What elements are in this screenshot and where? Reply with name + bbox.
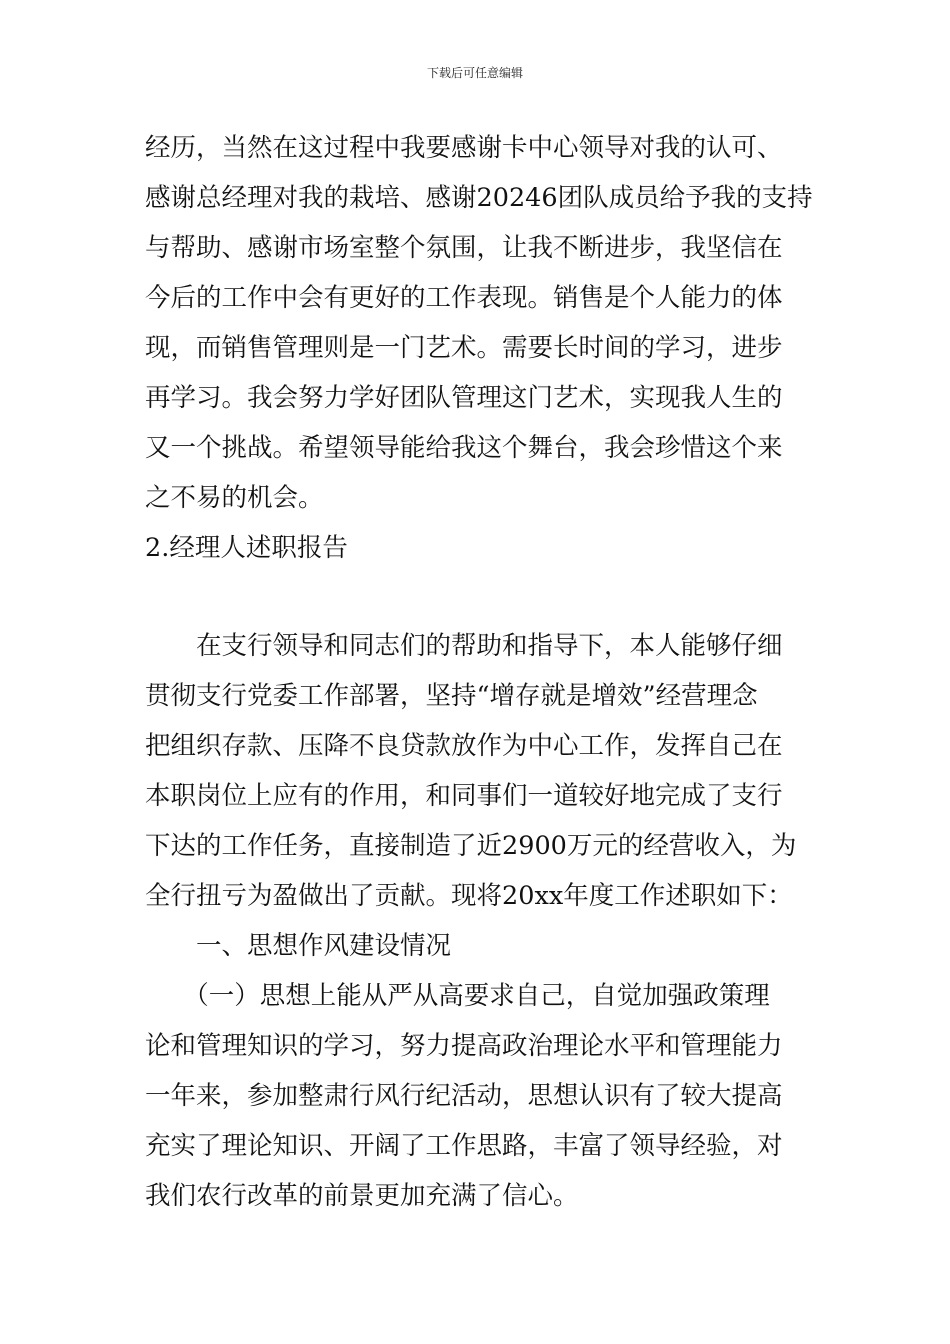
paragraph-line: 又一个挑战。希望领导能给我这个舞台，我会珍惜这个来: [145, 433, 783, 463]
paragraph-line: 充实了理论知识、开阔了工作思路，丰富了领导经验，对: [145, 1131, 783, 1161]
paragraph-line: （一）思想上能从严从高要求自己，自觉加强政策理: [145, 981, 770, 1011]
paragraph-line: 之不易的机会。: [145, 483, 324, 513]
paragraph-line: 下达的工作任务，直接制造了近2900万元的经营收入，为: [145, 831, 797, 861]
paragraph-line: 经历，当然在这过程中我要感谢卡中心领导对我的认可、: [145, 133, 783, 163]
paragraph-line: 一年来，参加整肃行风行纪活动，思想认识有了较大提高: [145, 1081, 783, 1111]
paragraph-line: 本职岗位上应有的作用，和同事们一道较好地完成了支行: [145, 781, 783, 811]
paragraph-line: 今后的工作中会有更好的工作表现。销售是个人能力的体: [145, 283, 783, 313]
paragraph-line: 现，而销售管理则是一门艺术。需要长时间的学习，进步: [145, 333, 783, 363]
paragraph-line: 与帮助、感谢市场室整个氛围，让我不断进步，我坚信在: [145, 233, 783, 263]
paragraph-line: 论和管理知识的学习，努力提高政治理论水平和管理能力: [145, 1031, 783, 1061]
paragraph-line: 全行扭亏为盈做出了贡献。现将20xx年度工作述职如下：: [145, 881, 793, 911]
paragraph-line: 我们农行改革的前景更加充满了信心。: [145, 1181, 579, 1211]
section-heading: 2.经理人述职报告: [145, 533, 348, 563]
paragraph-line: 把组织存款、压降不良贷款放作为中心工作，发挥自己在: [145, 731, 783, 761]
page-header: 下载后可任意编辑: [426, 66, 523, 80]
paragraph-line: 贯彻支行党委工作部署，坚持“增存就是增效”经营理念: [145, 681, 758, 711]
subsection-heading: 一、思想作风建设情况: [145, 931, 452, 961]
paragraph-line: 再学习。我会努力学好团队管理这门艺术，实现我人生的: [145, 383, 783, 413]
paragraph-line: 在支行领导和同志们的帮助和指导下，本人能够仔细: [145, 631, 783, 661]
paragraph-line: 感谢总经理对我的栽培、感谢20246团队成员给予我的支持: [145, 183, 813, 213]
